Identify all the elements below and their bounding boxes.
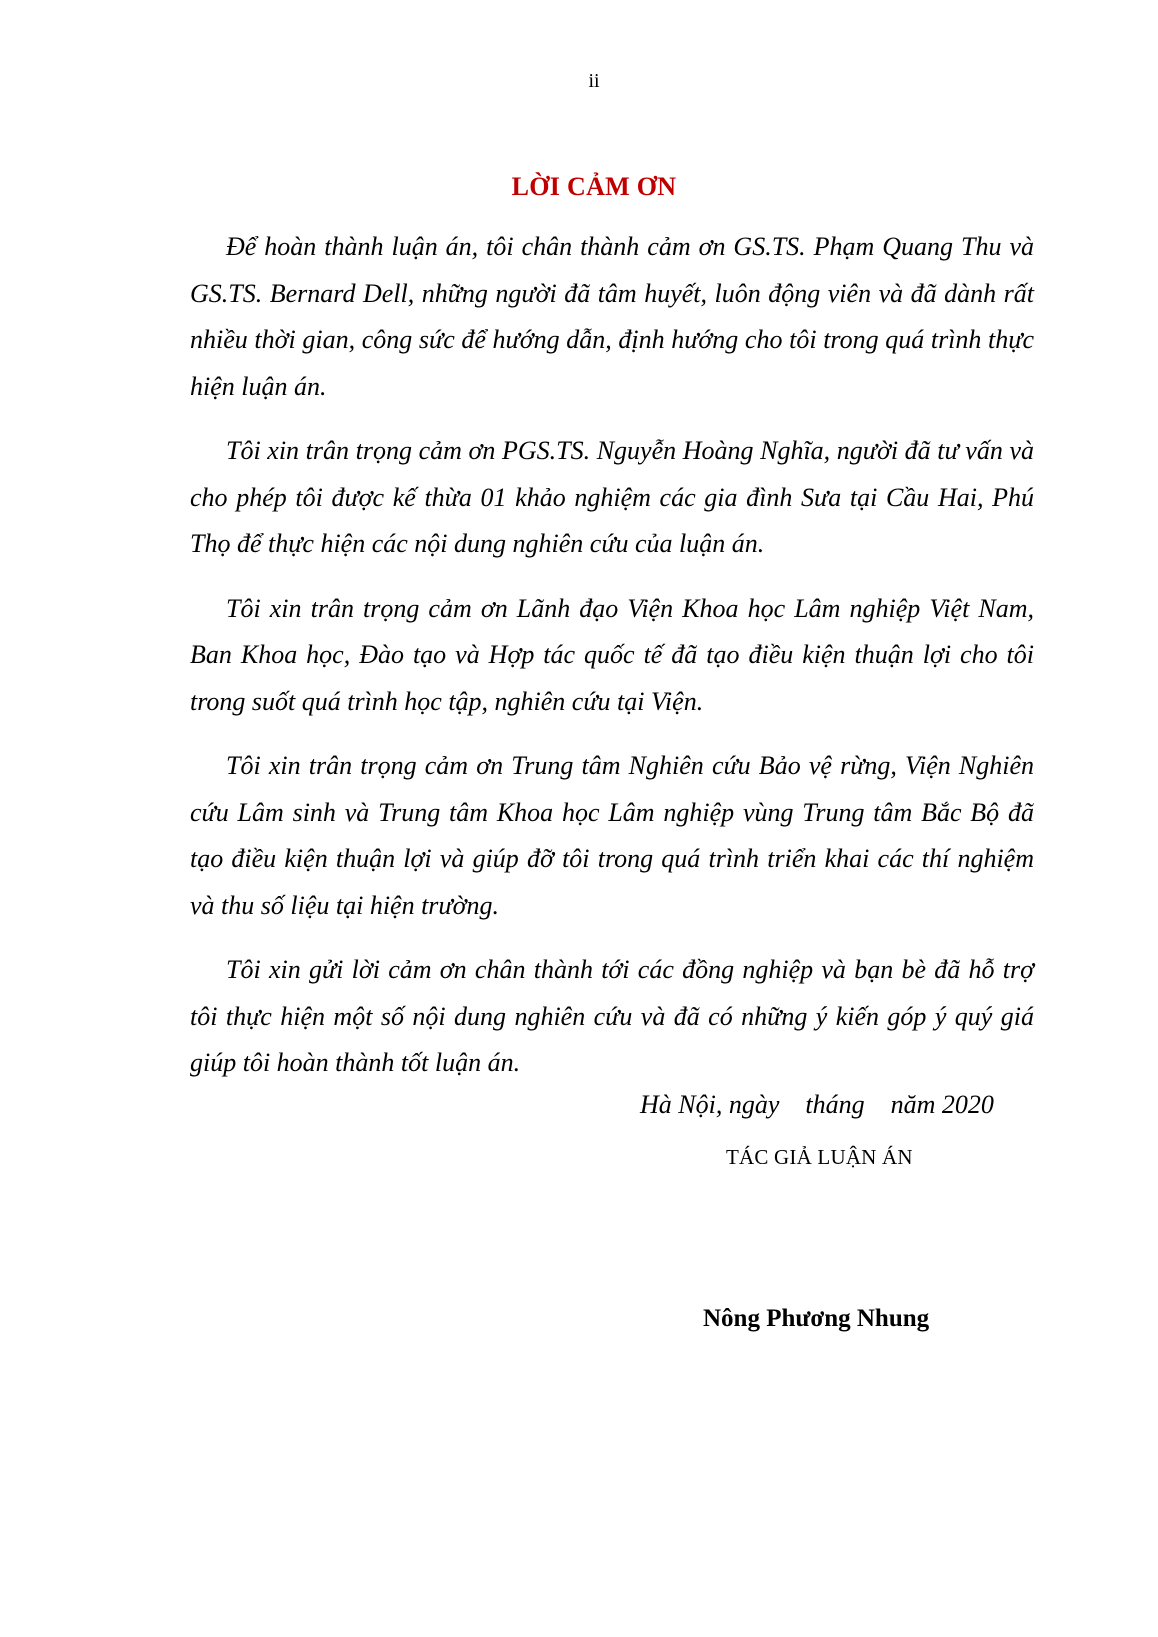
paragraph-1: Để hoàn thành luận án, tôi chân thành cảm ơn GS.TS. Phạm Quang Thu và GS.TS. Bernard Dell, những người đã tâm huyết, luôn động viên và đã dành rất nhiều thời gian, công sức để hướng dẫn, định hướng cho tôi trong quá trình thực hiện luận án.	[190, 232, 1034, 401]
page-number: ii	[588, 70, 600, 92]
page-title: LỜI CẢM ƠN	[511, 172, 677, 201]
acknowledgement-body	[190, 224, 1034, 1105]
signature-role: TÁC GIẢ LUẬN ÁN	[726, 1145, 913, 1169]
signature-date: Hà Nội, ngày tháng năm 2020	[640, 1090, 994, 1119]
paragraph-3: Tôi xin trân trọng cảm ơn Lãnh đạo Viện Khoa học Lâm nghiệp Việt Nam, Ban Khoa học, Đào tạo và Hợp tác quốc tế đã tạo điều kiện thuận lợi cho tôi trong suốt quá trình học tập, nghiên cứu tại Viện.	[190, 593, 1034, 716]
paragraph-5: Tôi xin gửi lời cảm ơn chân thành tới các đồng nghiệp và bạn bè đã hỗ trợ tôi thực hiện một số nội dung nghiên cứu và đã có những ý kiến góp ý quý giá giúp tôi hoàn thành tốt luận án.	[190, 955, 1034, 1077]
author-name: Nông Phương Nhung	[703, 1305, 930, 1332]
paragraph-2: Tôi xin trân trọng cảm ơn PGS.TS. Nguyễn Hoàng Nghĩa, người đã tư vấn và cho phép tôi được kế thừa 01 khảo nghiệm các gia đình Sưa tại Cầu Hai, Phú Thọ để thực hiện các nội dung nghiên cứu của luận án.	[190, 436, 1034, 558]
paragraph-4: Tôi xin trân trọng cảm ơn Trung tâm Nghiên cứu Bảo vệ rừng, Viện Nghiên cứu Lâm sinh và Trung tâm Khoa học Lâm nghiệp vùng Trung tâm Bắc Bộ đã tạo điều kiện thuận lợi và giúp đỡ tôi trong quá trình triển khai các thí nghiệm và thu số liệu tại hiện trường.	[190, 751, 1034, 920]
